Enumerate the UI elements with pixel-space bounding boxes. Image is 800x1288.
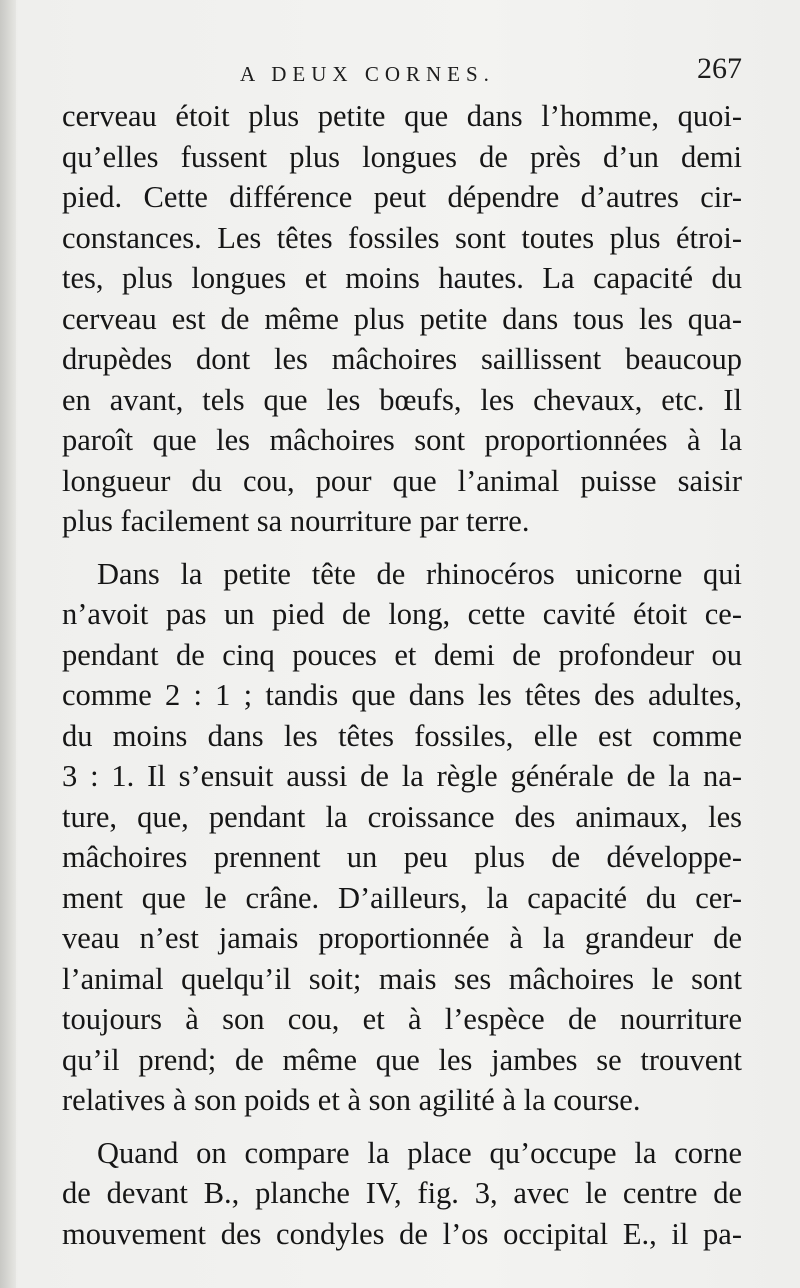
text-line: qu’elles fussent plus longues de près d’un demi bbox=[62, 139, 742, 174]
text-line: n’avoit pas un pied de long, cette cavité étoit ce- bbox=[62, 597, 742, 631]
text-line: veau n’est jamais proportionnée à la grandeur de bbox=[62, 921, 742, 955]
page-number: 267 bbox=[697, 52, 742, 85]
text-line: plus facilement sa nourriture par terre. bbox=[62, 504, 530, 538]
text-line: de devant B., planche IV, fig. 3, avec le centre de bbox=[62, 1176, 742, 1210]
text-line: mouvement des condyles de l’os occipital E., il pa- bbox=[62, 1216, 742, 1251]
text-line: relatives à son poids et à son agilité à la course. bbox=[62, 1083, 641, 1117]
text-line: qu’il prend; de même que les jambes se trouvent bbox=[62, 1042, 742, 1077]
text-line: en avant, tels que les bœufs, les chevaux, etc. Il bbox=[62, 382, 742, 417]
text-line: mâchoires prennent un peu plus de développe- bbox=[62, 840, 742, 874]
text-line: constances. Les têtes fossiles sont toutes plus étroi- bbox=[62, 220, 742, 255]
text-line: Dans la petite tête de rhinocéros unicorne qui bbox=[97, 556, 742, 591]
page-binding-edge bbox=[0, 0, 16, 1288]
text-line: drupèdes dont les mâchoires saillissent beaucoup bbox=[62, 342, 742, 376]
text-line: du moins dans les têtes fossiles, elle est comme bbox=[62, 718, 742, 753]
text-line: l’animal quelqu’il soit; mais ses mâchoires le sont bbox=[62, 961, 742, 996]
text-line: toujours à son cou, et à l’espèce de nourriture bbox=[62, 1002, 742, 1036]
running-head bbox=[62, 52, 742, 92]
text-line: paroît que les mâchoires sont proportionnées à la bbox=[62, 423, 742, 457]
text-line: pendant de cinq pouces et demi de profondeur ou bbox=[62, 637, 742, 672]
text-line: longueur du cou, pour que l’animal puisse saisir bbox=[62, 463, 742, 498]
text-line: ture, que, pendant la croissance des animaux, les bbox=[62, 799, 742, 834]
running-title: A DEUX CORNES. bbox=[240, 62, 495, 86]
text-line: tes, plus longues et moins hautes. La capacité du bbox=[62, 261, 742, 295]
text-line: Quand on compare la place qu’occupe la corne bbox=[97, 1135, 742, 1170]
text-line: pied. Cette différence peut dépendre d’autres cir- bbox=[62, 180, 742, 214]
text-line: 3 : 1. Il s’ensuit aussi de la règle générale de la na- bbox=[62, 759, 742, 793]
body-text bbox=[62, 96, 742, 1254]
text-line: cerveau étoit plus petite que dans l’homme, quoi- bbox=[62, 99, 742, 133]
paragraph bbox=[62, 96, 742, 542]
paragraph bbox=[62, 554, 742, 1121]
text-line: cerveau est de même plus petite dans tous les qua- bbox=[62, 301, 742, 336]
text-line: ment que le crâne. D’ailleurs, la capacité du cer- bbox=[62, 880, 742, 915]
paragraph bbox=[62, 1133, 742, 1255]
text-line: comme 2 : 1 ; tandis que dans les têtes des adultes, bbox=[62, 678, 742, 712]
